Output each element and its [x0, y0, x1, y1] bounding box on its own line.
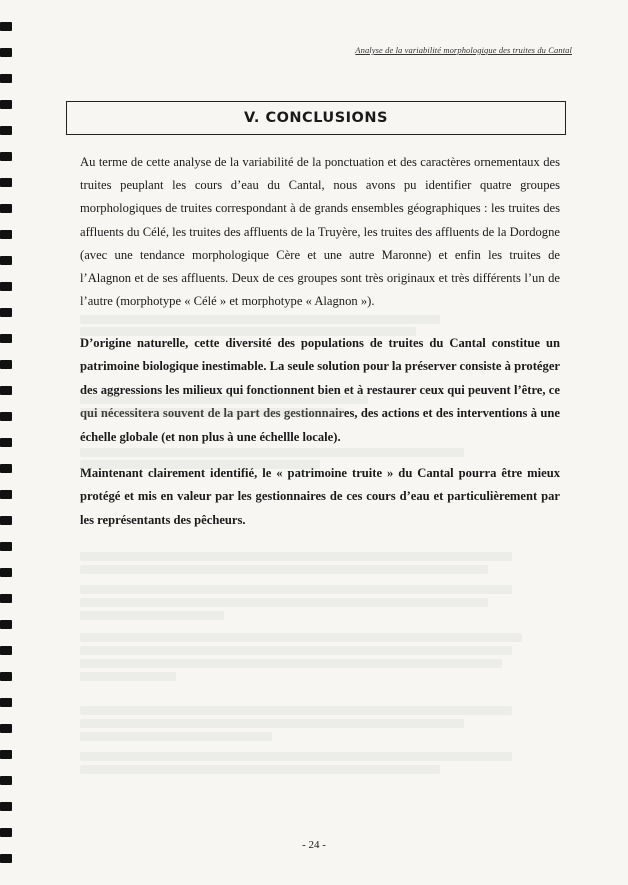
binding-hole	[0, 464, 12, 473]
binding-hole	[0, 490, 12, 499]
binding-hole	[0, 646, 12, 655]
show-through-line	[80, 752, 512, 761]
show-through-line	[80, 706, 512, 715]
binding-hole	[0, 178, 12, 187]
binding-hole	[0, 828, 12, 837]
binding-hole	[0, 282, 12, 291]
binding-hole	[0, 802, 12, 811]
show-through-line	[80, 765, 440, 774]
binding-hole	[0, 542, 12, 551]
binding-hole	[0, 672, 12, 681]
binding-hole	[0, 230, 12, 239]
show-through-line	[80, 565, 488, 574]
show-through-line	[80, 552, 512, 561]
binding-hole	[0, 854, 12, 863]
binding-hole	[0, 516, 12, 525]
show-through-line	[80, 719, 464, 728]
show-through-line	[80, 598, 488, 607]
show-through-line	[80, 448, 464, 457]
paragraph-summary: Au terme de cette analyse de la variabilité de la ponctuation et des caractères ornementaux des truites peuplant les cours d’eau du Cantal, nous avons pu identifier quatre groupes morphologiques de truites correspondant à de grands ensembles géographiques : les truites des affluents du Célé, les truites des affluents de la Truyère, les truites des affluents de la Dordogne (avec une tendance morphologique Cère et une autre Maronne) et enfin les truites de l’Alagnon et de ses affluents. Deux de ces groupes sont très originaux et très différents l’un de l’autre (morphotype « Célé » et morphotype « Alagnon »).	[80, 155, 560, 309]
show-through-line	[80, 659, 502, 668]
binding-hole	[0, 48, 12, 57]
show-through-line	[80, 611, 224, 620]
section-title: V. CONCLUSIONS	[244, 110, 388, 126]
binding-hole	[0, 308, 12, 317]
page-number: - 24 -	[302, 839, 326, 851]
binding-hole	[0, 256, 12, 265]
binding-hole	[0, 126, 12, 135]
show-through-line	[80, 315, 440, 324]
binding-hole	[0, 776, 12, 785]
binding-hole	[0, 360, 12, 369]
paragraph-heritage: Maintenant clairement identifié, le « patrimoine truite » du Cantal pourra être mieux protégé et mis en valeur par les gestionnaires de ces cours d’eau et particulièrement par les représentants des pêcheurs.	[80, 466, 560, 527]
binding-hole	[0, 386, 12, 395]
binding-hole	[0, 334, 12, 343]
show-through-line	[80, 460, 320, 469]
binding-hole	[0, 568, 12, 577]
binding-holes	[0, 0, 14, 885]
show-through-line	[80, 395, 368, 404]
show-through-line	[80, 672, 176, 681]
section-title-box	[66, 101, 566, 135]
show-through-line	[80, 585, 512, 594]
binding-hole	[0, 594, 12, 603]
binding-hole	[0, 412, 12, 421]
binding-hole	[0, 22, 12, 31]
running-header: Analyse de la variabilité morphologique des truites du Cantal	[355, 45, 572, 55]
show-through-line	[80, 633, 522, 642]
binding-hole	[0, 438, 12, 447]
show-through-line	[80, 732, 272, 741]
binding-hole	[0, 620, 12, 629]
show-through-line	[80, 408, 344, 417]
show-through-line	[80, 646, 512, 655]
binding-hole	[0, 100, 12, 109]
binding-hole	[0, 750, 12, 759]
paragraph-diversity: D’origine naturelle, cette diversité des populations de truites du Cantal constitue un patrimoine biologique inestimable. La seule solution pour la préserver consiste à protéger des aggressions les milieux qui fonctionnent bien et à restaurer ceux qui peuvent l’être, ce qui nécessitera souvent de la part des gestionnaires, des actions et des interventions à une échelle globale (et non plus à une échellle locale).	[80, 336, 560, 444]
binding-hole	[0, 74, 12, 83]
show-through-line	[80, 327, 416, 336]
binding-hole	[0, 724, 12, 733]
binding-hole	[0, 152, 12, 161]
binding-hole	[0, 204, 12, 213]
binding-hole	[0, 698, 12, 707]
